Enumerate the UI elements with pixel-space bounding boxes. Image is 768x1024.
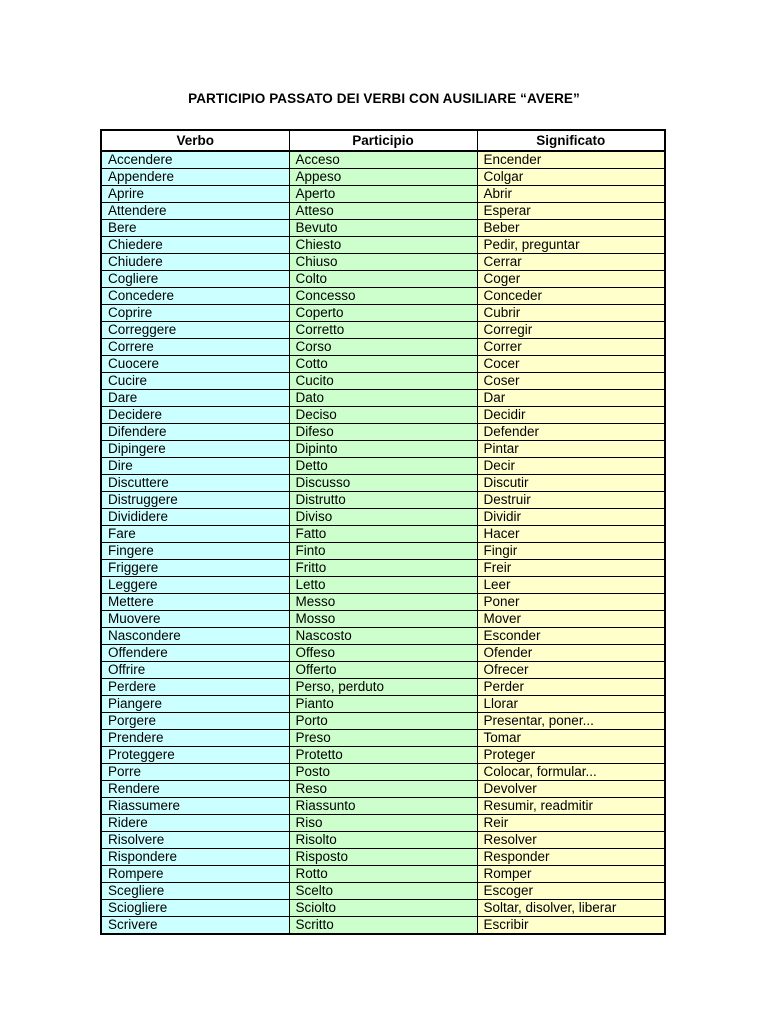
- cell-participio: Chiuso: [289, 254, 477, 271]
- table-row: [101, 288, 665, 305]
- cell-significato: Fingir: [477, 543, 665, 560]
- column-header-participio: Participio: [289, 130, 477, 151]
- cell-significato: Soltar, disolver, liberar: [477, 900, 665, 917]
- cell-verbo: Appendere: [101, 169, 289, 186]
- cell-verbo: Discuttere: [101, 475, 289, 492]
- cell-verbo: Coprire: [101, 305, 289, 322]
- cell-participio: Concesso: [289, 288, 477, 305]
- cell-verbo: Decidere: [101, 407, 289, 424]
- cell-verbo: Cuocere: [101, 356, 289, 373]
- cell-verbo: Correggere: [101, 322, 289, 339]
- table-header: [101, 130, 665, 151]
- table-row: [101, 458, 665, 475]
- cell-verbo: Friggere: [101, 560, 289, 577]
- cell-significato: Discutir: [477, 475, 665, 492]
- table-row: [101, 441, 665, 458]
- cell-participio: Distrutto: [289, 492, 477, 509]
- cell-significato: Dividir: [477, 509, 665, 526]
- table-header-row: [101, 130, 665, 151]
- cell-significato: Conceder: [477, 288, 665, 305]
- cell-participio: Dipinto: [289, 441, 477, 458]
- table-row: [101, 900, 665, 917]
- table-row: [101, 322, 665, 339]
- cell-participio: Cotto: [289, 356, 477, 373]
- table-row: [101, 475, 665, 492]
- cell-participio: Corso: [289, 339, 477, 356]
- cell-significato: Correr: [477, 339, 665, 356]
- cell-participio: Acceso: [289, 151, 477, 169]
- cell-verbo: Dire: [101, 458, 289, 475]
- table-row: [101, 730, 665, 747]
- table-row: [101, 305, 665, 322]
- cell-participio: Appeso: [289, 169, 477, 186]
- table-row: [101, 424, 665, 441]
- cell-significato: Perder: [477, 679, 665, 696]
- cell-significato: Mover: [477, 611, 665, 628]
- cell-significato: Escribir: [477, 917, 665, 935]
- cell-verbo: Porgere: [101, 713, 289, 730]
- cell-verbo: Dipingere: [101, 441, 289, 458]
- table-row: [101, 628, 665, 645]
- document-title: PARTICIPIO PASSATO DEI VERBI CON AUSILIARE “AVERE”: [188, 91, 580, 106]
- cell-significato: Beber: [477, 220, 665, 237]
- cell-verbo: Rispondere: [101, 849, 289, 866]
- cell-significato: Llorar: [477, 696, 665, 713]
- table-row: [101, 917, 665, 935]
- table-row: [101, 407, 665, 424]
- column-header-verbo: Verbo: [101, 130, 289, 151]
- table-row: [101, 713, 665, 730]
- cell-verbo: Risolvere: [101, 832, 289, 849]
- table-row: [101, 543, 665, 560]
- table-row: [101, 254, 665, 271]
- table-row: [101, 866, 665, 883]
- cell-participio: Protetto: [289, 747, 477, 764]
- cell-significato: Destruir: [477, 492, 665, 509]
- cell-participio: Pianto: [289, 696, 477, 713]
- column-header-significato: Significato: [477, 130, 665, 151]
- cell-verbo: Offrire: [101, 662, 289, 679]
- cell-verbo: Divididere: [101, 509, 289, 526]
- cell-verbo: Attendere: [101, 203, 289, 220]
- cell-verbo: Aprire: [101, 186, 289, 203]
- table-row: [101, 764, 665, 781]
- cell-verbo: Rompere: [101, 866, 289, 883]
- cell-participio: Sciolto: [289, 900, 477, 917]
- table-row: [101, 237, 665, 254]
- cell-verbo: Prendere: [101, 730, 289, 747]
- cell-significato: Resumir, readmitir: [477, 798, 665, 815]
- cell-verbo: Offendere: [101, 645, 289, 662]
- table-row: [101, 832, 665, 849]
- table-row: [101, 271, 665, 288]
- cell-participio: Colto: [289, 271, 477, 288]
- cell-significato: Abrir: [477, 186, 665, 203]
- table-row: [101, 509, 665, 526]
- verb-participle-table: [100, 129, 666, 935]
- cell-participio: Finto: [289, 543, 477, 560]
- cell-verbo: Chiudere: [101, 254, 289, 271]
- cell-verbo: Fare: [101, 526, 289, 543]
- cell-participio: Dato: [289, 390, 477, 407]
- cell-participio: Posto: [289, 764, 477, 781]
- cell-significato: Cubrir: [477, 305, 665, 322]
- table-row: [101, 203, 665, 220]
- cell-significato: Resolver: [477, 832, 665, 849]
- cell-participio: Perso, perduto: [289, 679, 477, 696]
- cell-significato: Cocer: [477, 356, 665, 373]
- cell-participio: Aperto: [289, 186, 477, 203]
- cell-participio: Deciso: [289, 407, 477, 424]
- cell-significato: Proteger: [477, 747, 665, 764]
- cell-verbo: Chiedere: [101, 237, 289, 254]
- cell-verbo: Proteggere: [101, 747, 289, 764]
- cell-participio: Offerto: [289, 662, 477, 679]
- cell-significato: Colocar, formular...: [477, 764, 665, 781]
- cell-verbo: Mettere: [101, 594, 289, 611]
- cell-verbo: Riassumere: [101, 798, 289, 815]
- table-row: [101, 662, 665, 679]
- table-row: [101, 645, 665, 662]
- cell-participio: Fatto: [289, 526, 477, 543]
- cell-participio: Risposto: [289, 849, 477, 866]
- cell-verbo: Concedere: [101, 288, 289, 305]
- table-row: [101, 611, 665, 628]
- cell-verbo: Muovere: [101, 611, 289, 628]
- cell-participio: Discusso: [289, 475, 477, 492]
- cell-participio: Riso: [289, 815, 477, 832]
- table-row: [101, 781, 665, 798]
- cell-participio: Risolto: [289, 832, 477, 849]
- cell-significato: Ofrecer: [477, 662, 665, 679]
- cell-participio: Porto: [289, 713, 477, 730]
- cell-verbo: Scegliere: [101, 883, 289, 900]
- cell-significato: Leer: [477, 577, 665, 594]
- cell-participio: Corretto: [289, 322, 477, 339]
- table-row: [101, 356, 665, 373]
- table-row: [101, 594, 665, 611]
- table-row: [101, 577, 665, 594]
- cell-significato: Esconder: [477, 628, 665, 645]
- cell-verbo: Sciogliere: [101, 900, 289, 917]
- table-row: [101, 390, 665, 407]
- table-row: [101, 815, 665, 832]
- cell-participio: Chiesto: [289, 237, 477, 254]
- cell-significato: Coger: [477, 271, 665, 288]
- cell-significato: Romper: [477, 866, 665, 883]
- table-row: [101, 186, 665, 203]
- cell-participio: Fritto: [289, 560, 477, 577]
- cell-verbo: Fingere: [101, 543, 289, 560]
- cell-significato: Tomar: [477, 730, 665, 747]
- table-row: [101, 169, 665, 186]
- cell-significato: Coser: [477, 373, 665, 390]
- cell-verbo: Correre: [101, 339, 289, 356]
- cell-participio: Letto: [289, 577, 477, 594]
- cell-significato: Corregir: [477, 322, 665, 339]
- cell-verbo: Perdere: [101, 679, 289, 696]
- cell-significato: Decidir: [477, 407, 665, 424]
- cell-significato: Presentar, poner...: [477, 713, 665, 730]
- table-row: [101, 696, 665, 713]
- table-row: [101, 526, 665, 543]
- cell-verbo: Nascondere: [101, 628, 289, 645]
- cell-significato: Devolver: [477, 781, 665, 798]
- table-row: [101, 798, 665, 815]
- cell-participio: Scritto: [289, 917, 477, 935]
- cell-significato: Esperar: [477, 203, 665, 220]
- cell-significato: Escoger: [477, 883, 665, 900]
- table-row: [101, 883, 665, 900]
- cell-significato: Decir: [477, 458, 665, 475]
- cell-participio: Riassunto: [289, 798, 477, 815]
- cell-significato: Pedir, preguntar: [477, 237, 665, 254]
- cell-significato: Freir: [477, 560, 665, 577]
- cell-participio: Scelto: [289, 883, 477, 900]
- cell-significato: Responder: [477, 849, 665, 866]
- table-row: [101, 220, 665, 237]
- cell-verbo: Ridere: [101, 815, 289, 832]
- cell-participio: Bevuto: [289, 220, 477, 237]
- cell-participio: Offeso: [289, 645, 477, 662]
- table-row: [101, 560, 665, 577]
- table-row: [101, 747, 665, 764]
- cell-verbo: Scrivere: [101, 917, 289, 935]
- cell-participio: Coperto: [289, 305, 477, 322]
- cell-participio: Reso: [289, 781, 477, 798]
- cell-significato: Dar: [477, 390, 665, 407]
- cell-significato: Hacer: [477, 526, 665, 543]
- cell-participio: Cucito: [289, 373, 477, 390]
- cell-verbo: Leggere: [101, 577, 289, 594]
- cell-verbo: Dare: [101, 390, 289, 407]
- cell-verbo: Cucire: [101, 373, 289, 390]
- cell-participio: Difeso: [289, 424, 477, 441]
- cell-significato: Colgar: [477, 169, 665, 186]
- cell-verbo: Porre: [101, 764, 289, 781]
- cell-participio: Atteso: [289, 203, 477, 220]
- cell-verbo: Accendere: [101, 151, 289, 169]
- cell-verbo: Distruggere: [101, 492, 289, 509]
- cell-significato: Encender: [477, 151, 665, 169]
- table-row: [101, 151, 665, 169]
- cell-verbo: Bere: [101, 220, 289, 237]
- cell-significato: Ofender: [477, 645, 665, 662]
- cell-participio: Preso: [289, 730, 477, 747]
- cell-verbo: Cogliere: [101, 271, 289, 288]
- cell-participio: Diviso: [289, 509, 477, 526]
- cell-participio: Detto: [289, 458, 477, 475]
- cell-verbo: Difendere: [101, 424, 289, 441]
- cell-significato: Poner: [477, 594, 665, 611]
- table-body: [101, 151, 665, 934]
- table-row: [101, 339, 665, 356]
- cell-significato: Pintar: [477, 441, 665, 458]
- table-row: [101, 679, 665, 696]
- cell-participio: Messo: [289, 594, 477, 611]
- table-row: [101, 849, 665, 866]
- table-row: [101, 373, 665, 390]
- table-row: [101, 492, 665, 509]
- cell-verbo: Piangere: [101, 696, 289, 713]
- cell-participio: Mosso: [289, 611, 477, 628]
- cell-verbo: Rendere: [101, 781, 289, 798]
- cell-participio: Nascosto: [289, 628, 477, 645]
- cell-significato: Reir: [477, 815, 665, 832]
- cell-significato: Defender: [477, 424, 665, 441]
- cell-participio: Rotto: [289, 866, 477, 883]
- cell-significato: Cerrar: [477, 254, 665, 271]
